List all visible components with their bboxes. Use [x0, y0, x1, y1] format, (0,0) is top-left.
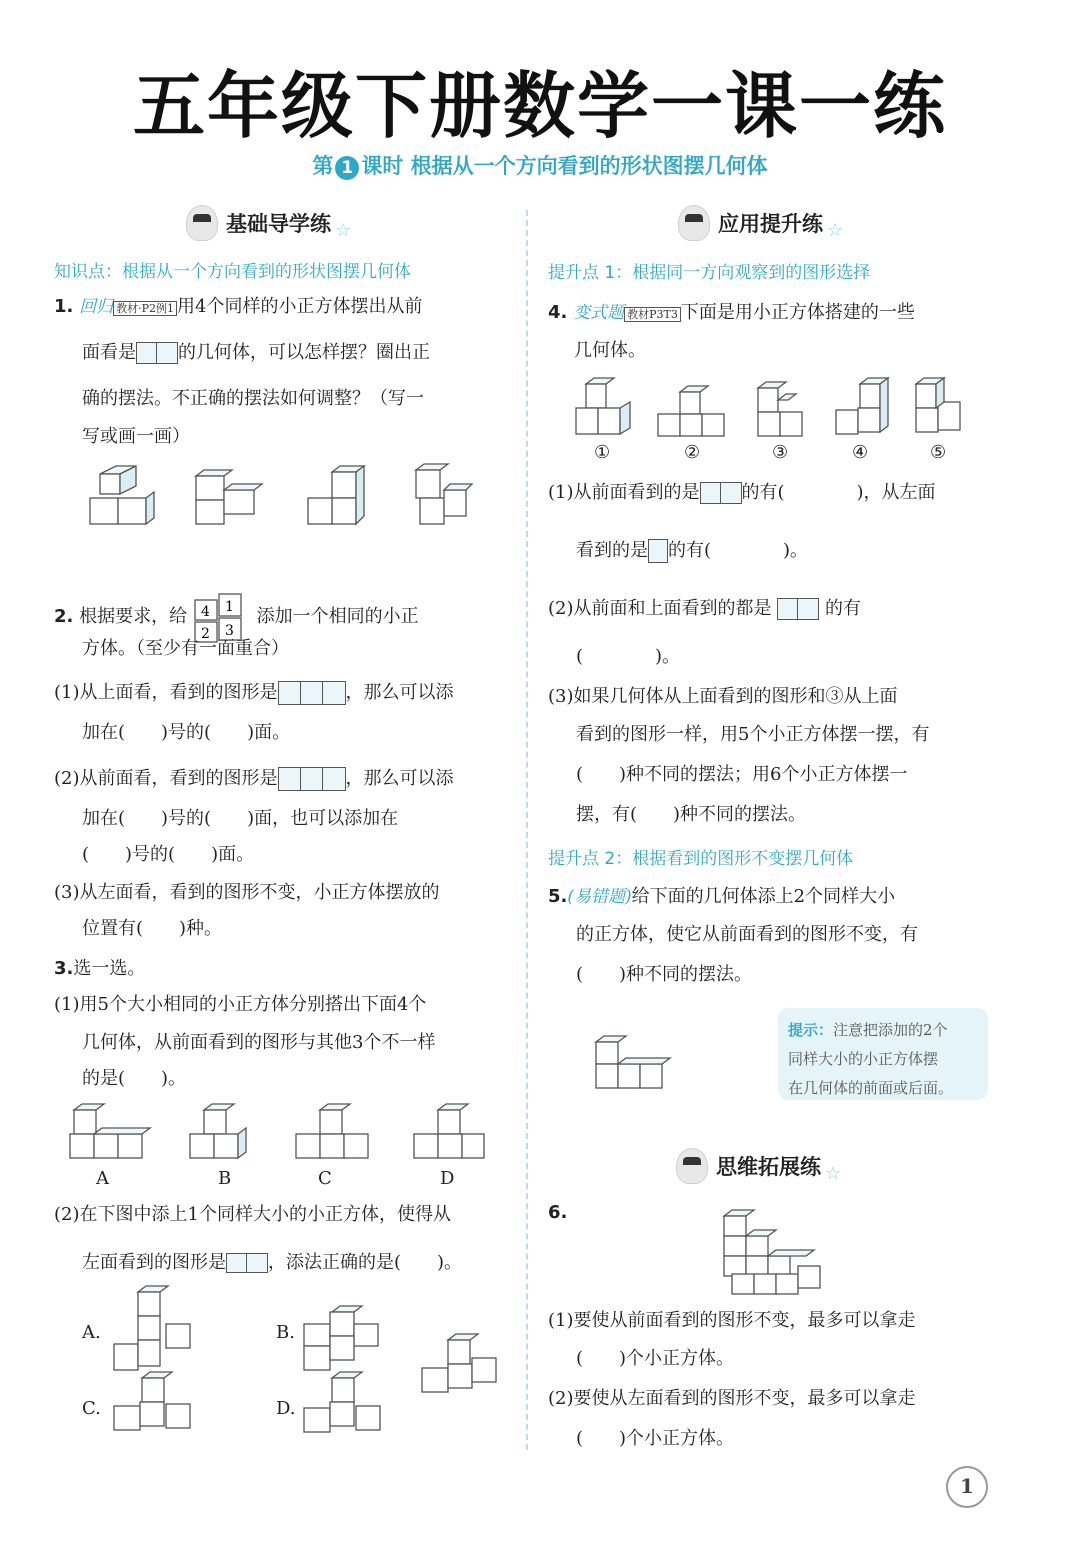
option-label: D — [440, 1168, 455, 1189]
q3-cube-figures — [66, 1100, 496, 1162]
q4-line1: 下面是用小正方体搭建的一些 — [680, 302, 915, 323]
question-tag: 变式题 — [573, 303, 625, 323]
question-5 — [548, 884, 998, 910]
square-icon — [278, 767, 302, 791]
option-label: A — [96, 1168, 109, 1189]
square-icon — [720, 482, 742, 504]
q4-p3d: 摆，有( )种不同的摆法。 — [576, 804, 807, 825]
q2-part1 — [54, 680, 514, 706]
cube-figure — [414, 1104, 484, 1158]
q4-part2 — [548, 596, 998, 622]
cube-figure — [114, 1372, 190, 1430]
question-3 — [54, 956, 145, 982]
section-header-extend — [676, 1148, 841, 1184]
q1-line2 — [82, 340, 512, 366]
cube-figure — [70, 1104, 150, 1158]
q4-line2: 几何体。 — [574, 340, 646, 361]
cube-figure — [836, 378, 888, 434]
section-title-basic: 基础导学练 — [226, 212, 331, 236]
q2-line1b: 添加一个相同的小正 — [256, 606, 419, 627]
option-label: C — [318, 1168, 332, 1189]
q2-p1b: ，那么可以添 — [345, 682, 454, 703]
q3-p1a: (1)用5个大小相同的小正方体分别搭出下面4个 — [54, 994, 427, 1015]
q2-p2b: ，那么可以添 — [345, 768, 454, 789]
page-title: 五年级下册数学一课一练 — [132, 64, 947, 148]
hint-text: 同样大小的小正方体摆 — [788, 1050, 939, 1068]
q4-p2c: ( )。 — [576, 646, 681, 667]
mascot-icon — [186, 205, 218, 241]
q4-p3c: ( )种不同的摆法；用6个小正方体摆一 — [576, 764, 908, 785]
q2-p1c: 加在( )号的( )面。 — [82, 722, 291, 743]
front-view-square-icon — [136, 342, 158, 364]
q1-line1: 用4个同样的小正方体摆出从前 — [177, 296, 423, 317]
question-number: 3. — [54, 958, 74, 979]
q4-p1d: 的有( )。 — [668, 540, 809, 561]
cube-figure — [296, 1104, 368, 1158]
q4-p3a: (3)如果几何体从上面看到的图形和③从上面 — [548, 686, 898, 707]
question-number: 4. — [548, 302, 568, 323]
column-divider — [526, 210, 528, 1450]
q2-line2: 方体。（至少有一面重合） — [82, 638, 289, 659]
star-icon: ☆ — [827, 219, 844, 241]
square-icon — [700, 482, 722, 504]
q1-line3: 确的摆法。不正确的摆法如何调整？（写一 — [82, 388, 424, 409]
improvement-point-2: 提升点 2：根据看到的图形不变摆几何体 — [548, 849, 854, 869]
q3-p1b: 几何体，从前面看到的图形与其他3个不一样 — [82, 1032, 436, 1053]
cube-figure — [190, 1104, 246, 1158]
q1-cube-figures — [84, 462, 484, 528]
q1-line2b: 的几何体，可以怎样摆？圈出正 — [178, 342, 430, 363]
figure-label: ② — [684, 442, 701, 463]
figure-label: ④ — [852, 442, 869, 463]
q5-line1: 给下面的几何体添上2个同样大小 — [631, 886, 896, 907]
cube-figure — [308, 466, 364, 524]
q4-p1c: 看到的是 — [576, 540, 648, 561]
svg-text:2: 2 — [200, 626, 210, 642]
square-icon — [648, 539, 668, 563]
cube-figure — [416, 464, 472, 524]
square-icon — [797, 598, 819, 620]
svg-text:1: 1 — [224, 599, 234, 615]
subtitle-pre: 第 — [312, 154, 334, 178]
section-title-apply: 应用提升练 — [718, 212, 823, 236]
square-icon — [322, 767, 346, 791]
question-number: 1. — [54, 296, 74, 317]
q4-p2a: (2)从前面和上面看到的都是 — [548, 598, 772, 619]
q1-line4: 写或画一画） — [82, 426, 190, 447]
star-icon: ☆ — [825, 1162, 842, 1184]
hint-text: 在几何体的前面或后面。 — [788, 1079, 954, 1097]
front-view-square-icon — [156, 342, 178, 364]
q6-p1b: ( )个小正方体。 — [576, 1348, 735, 1369]
option-label: B — [218, 1168, 232, 1189]
hint-text: 注意把添加的2个 — [833, 1021, 948, 1039]
q2-p2a: (2)从前面看，看到的图形是 — [54, 768, 278, 789]
textbook-ref: 教材·P2例1 — [113, 301, 177, 316]
cube-figure — [90, 466, 154, 524]
option-b: B. — [276, 1322, 295, 1343]
mascot-icon — [678, 205, 710, 241]
q5-line3: ( )种不同的摆法。 — [576, 964, 753, 985]
section-header-basic — [186, 205, 351, 241]
option-a: A. — [82, 1322, 101, 1343]
left-view-icon — [246, 1253, 268, 1273]
q2-p2d: ( )号的( )面。 — [82, 844, 255, 865]
q4-part1-line2 — [576, 538, 808, 564]
square-icon — [777, 598, 799, 620]
left-view-icon — [226, 1253, 248, 1273]
textbook-ref: 教材P3T3 — [624, 307, 681, 322]
q6-p2b: ( )个小正方体。 — [576, 1428, 735, 1449]
q3-option-figures — [104, 1284, 504, 1444]
cube-figure — [758, 382, 802, 436]
q2-p3a: (3)从左面看，看到的图形不变，小正方体摆放的 — [54, 882, 440, 903]
option-c: C. — [82, 1398, 101, 1419]
page-number: 1 — [946, 1466, 988, 1508]
q3-head: 选一选。 — [73, 958, 146, 979]
figure-label: ① — [594, 442, 611, 463]
q3-p2-line — [82, 1250, 512, 1276]
q4-cube-figures — [566, 376, 986, 440]
q3-p2c: ，添法正确的是( )。 — [268, 1252, 463, 1273]
question-tag: 回归 — [79, 297, 114, 317]
hint-box — [778, 1008, 988, 1100]
cube-figure — [196, 470, 262, 524]
square-icon — [300, 681, 324, 705]
square-icon — [300, 767, 324, 791]
cube-figure — [576, 378, 630, 434]
section-header-apply — [678, 205, 843, 241]
subtitle-post: 课时 根据从一个方向看到的形状图摆几何体 — [361, 154, 768, 178]
knowledge-point: 知识点：根据从一个方向看到的形状图摆几何体 — [54, 262, 411, 282]
question-tag: (易错题) — [567, 887, 632, 907]
mascot-icon — [676, 1148, 708, 1184]
q6-cube-figure — [718, 1208, 828, 1298]
star-icon: ☆ — [335, 219, 352, 241]
section-title-extend: 思维拓展练 — [716, 1155, 821, 1179]
q4-p1a: (1)从前面看到的是 — [548, 482, 700, 503]
question-number: 6. — [548, 1202, 568, 1223]
q6-p1a: (1)要使从前面看到的图形不变，最多可以拿走 — [548, 1310, 916, 1331]
q6-p2a: (2)要使从左面看到的图形不变，最多可以拿走 — [548, 1388, 916, 1409]
figure-label: ③ — [772, 442, 789, 463]
hint-label: 提示： — [788, 1021, 834, 1039]
q4-part1 — [548, 480, 998, 506]
q2-part2 — [54, 766, 514, 792]
q5-cube-figure — [594, 1034, 674, 1092]
question-number: 5. — [548, 886, 568, 907]
svg-text:3: 3 — [224, 623, 234, 639]
cube-figure — [916, 378, 960, 432]
cube-figure — [304, 1372, 380, 1432]
q1-line2a: 面看是 — [82, 342, 136, 363]
question-1 — [54, 294, 504, 322]
q2-p2c: 加在( )号的( )面，也可以添加在 — [82, 808, 399, 829]
lesson-number-badge: 1 — [335, 156, 359, 180]
q5-line2: 的正方体，使它从前面看到的图形不变，有 — [576, 924, 918, 945]
cube-figure — [304, 1306, 378, 1370]
q2-line1a: 根据要求，给 — [79, 606, 188, 627]
lesson-subtitle — [0, 150, 1080, 180]
square-icon — [322, 681, 346, 705]
cube-figure — [422, 1334, 496, 1392]
q3-p1c: 的是( )。 — [82, 1068, 187, 1089]
question-4 — [548, 300, 998, 328]
q3-p2b: 左面看到的图形是 — [82, 1252, 226, 1273]
cube-figure — [658, 386, 724, 436]
q4-p1b: 的有( )，从左面 — [741, 482, 936, 503]
q2-p1a: (1)从上面看，看到的图形是 — [54, 682, 278, 703]
option-d: D. — [276, 1398, 296, 1419]
q4-p2b: 的有 — [824, 598, 861, 619]
svg-text:4: 4 — [200, 604, 210, 620]
improvement-point-1: 提升点 1：根据同一方向观察到的图形选择 — [548, 263, 871, 283]
figure-label: ⑤ — [930, 442, 947, 463]
question-number: 2. — [54, 606, 74, 627]
q2-p3b: 位置有( )种。 — [82, 918, 223, 939]
q4-p3b: 看到的图形一样，用5个小正方体摆一摆，有 — [576, 724, 930, 745]
cube-figure — [114, 1286, 190, 1370]
q3-p2a: (2)在下图中添上1个同样大小的小正方体，使得从 — [54, 1204, 451, 1225]
square-icon — [278, 681, 302, 705]
